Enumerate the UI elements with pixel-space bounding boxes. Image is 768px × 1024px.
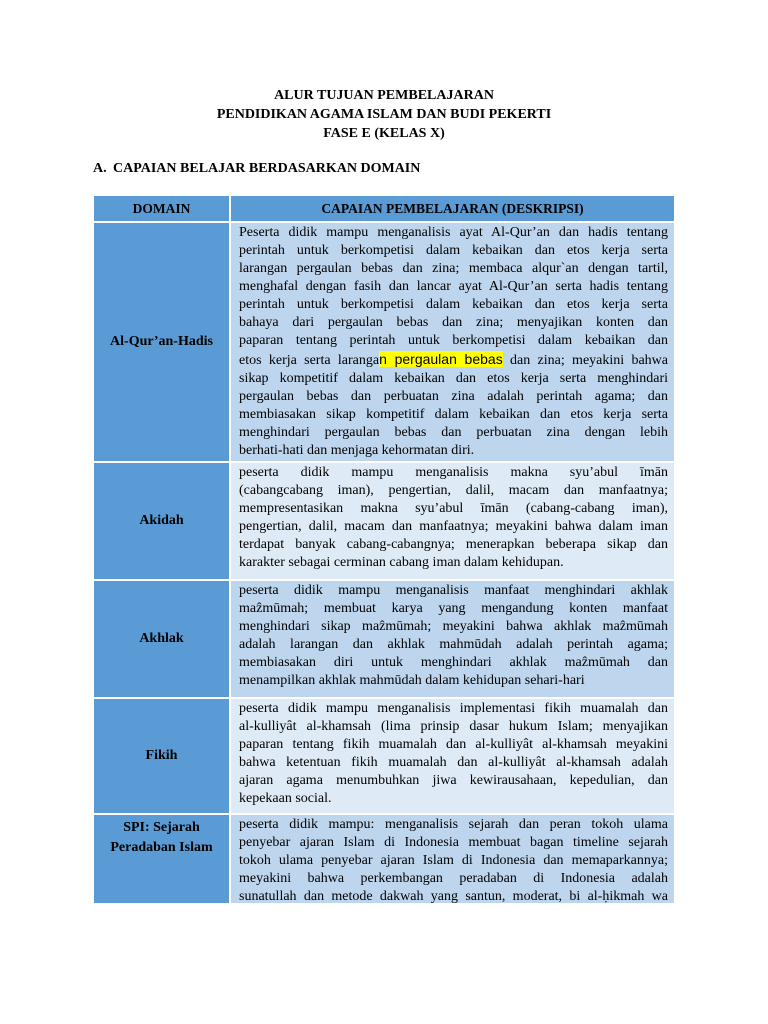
description-line: adalah larangan dan akhlak mahmūdah adalah perintah agama; bbox=[239, 637, 668, 652]
document-title bbox=[0, 86, 768, 143]
description-line: mempresentasikan makna syu’abul īmān (cabang-cabang iman), bbox=[239, 501, 668, 516]
subtitle-line: PENDIDIKAN AGAMA ISLAM DAN BUDI PEKERTI bbox=[216, 107, 552, 122]
domain-label: Akidah bbox=[139, 513, 184, 528]
description-line: peserta didik mampu menganalisis makna syu’abul īmān bbox=[239, 465, 668, 480]
section-marker: A. bbox=[93, 161, 107, 176]
description-line: membiasakan diri untuk menghindari akhlak maẑmūmah dan bbox=[239, 655, 668, 670]
highlighted-text: n pergaulan bebas bbox=[379, 351, 503, 367]
description-line: membiasakan sikap kompetitif dalam kebaikan dan etos kerja serta bbox=[239, 407, 668, 422]
header-description: CAPAIAN PEMBELAJARAN (DESKRIPSI) bbox=[231, 196, 674, 221]
description-line bbox=[239, 350, 668, 370]
domain-label: Akhlak bbox=[139, 631, 184, 646]
text-segment: etos kerja serta laranga bbox=[239, 353, 380, 368]
description-line: menghindari sikap maẑmūmah; meyakini bahwa akhlak maẑmūmah bbox=[239, 619, 668, 634]
description-line: bahaya dari pergaulan bebas dan zina; menyajikan konten dan bbox=[239, 315, 668, 330]
section-heading-text: CAPAIAN BELAJAR BERDASARKAN DOMAIN bbox=[113, 161, 421, 176]
description-line: bahwa ketentuan fikih muamalah dan al-kulliyât al-khamsah adalah bbox=[239, 755, 668, 770]
description-line: perintah untuk berkompetisi dalam kebaikan dan etos kerja serta bbox=[239, 297, 668, 312]
description-line: tokoh ulama penyebar ajaran Islam di Indonesia dan memaparkannya; bbox=[239, 853, 668, 868]
domain-cell bbox=[94, 815, 229, 903]
description-line: (cabangcabang iman), pengertian, dalil, macam dan manfaatnya; bbox=[239, 483, 668, 498]
description-line: peserta didik mampu menganalisis implementasi fikih muamalah dan bbox=[239, 701, 668, 716]
header-domain: DOMAIN bbox=[94, 196, 229, 221]
description-cell bbox=[231, 581, 674, 697]
description-line: paparan tentang fikih muamalah dan al-kulliyât al-khamsah meyakini bbox=[239, 737, 668, 752]
domain-label: Fikih bbox=[145, 748, 178, 763]
description-line: al-kulliyât al-khamsah (lima prinsip dasar hukum Islam; menyajikan bbox=[239, 719, 668, 734]
description-line: larangan pergaulan bebas dan zina; membaca alqur`an dengan tartil, bbox=[239, 261, 668, 276]
description-line: menampilkan akhlak mahmūdah dalam kehidupan sehari-hari bbox=[239, 673, 585, 688]
description-line: menghafal dengan fasih dan lancar ayat Al-Qur’an serta hadis tentang bbox=[239, 279, 668, 294]
domain-label: Al-Qur’an-Hadis bbox=[110, 334, 213, 349]
description-line: peserta didik mampu: menganalisis sejarah dan peran tokoh ulama bbox=[239, 817, 668, 832]
section-heading bbox=[93, 159, 420, 178]
description-line: kepekaan social. bbox=[239, 791, 332, 806]
domain-cell bbox=[94, 581, 229, 697]
domain-label: SPI: Sejarah bbox=[123, 820, 200, 835]
description-cell bbox=[231, 463, 674, 579]
domain-table bbox=[94, 196, 674, 903]
domain-cell bbox=[94, 463, 229, 579]
description-cell bbox=[231, 815, 674, 903]
description-line: meyakini bahwa perkembangan peradaban di Indonesia adalah bbox=[239, 871, 668, 886]
description-cell bbox=[231, 223, 674, 461]
description-line: karakter sebagai cerminan cabang iman dalam kehidupan. bbox=[239, 555, 564, 570]
description-line: maẑmūmah; membuat karya yang mengandung konten manfaat bbox=[239, 601, 668, 616]
description-line: Peserta didik mampu menganalisis ayat Al-Qur’an dan hadis tentang bbox=[239, 225, 668, 240]
description-line: pengertian, dalil, macam dan manfaatnya; meyakini bahwa dalam iman bbox=[239, 519, 668, 534]
phase-line: FASE E (KELAS X) bbox=[323, 126, 445, 141]
domain-label: Peradaban Islam bbox=[110, 840, 213, 855]
domain-cell bbox=[94, 699, 229, 813]
description-line: sunatullah dan metode dakwah yang santun, moderat, bi al-ḥikmah wa bbox=[239, 889, 668, 903]
description-line: terdapat banyak cabang-cabangnya; menerapkan beberapa sikap dan bbox=[239, 537, 668, 552]
domain-cell bbox=[94, 223, 229, 461]
description-line: peserta didik mampu menganalisis manfaat menghindari akhlak bbox=[239, 583, 668, 598]
description-line: perintah untuk berkompetisi dalam kebaikan dan etos kerja serta bbox=[239, 243, 668, 258]
description-cell bbox=[231, 699, 674, 813]
title-line: ALUR TUJUAN PEMBELAJARAN bbox=[274, 88, 494, 103]
text-segment: dan zina; meyakini bahwa bbox=[502, 353, 668, 368]
description-line: ajaran agama menumbuhkan jiwa kewirausahaan, kepedulian, dan bbox=[239, 773, 668, 788]
description-line: sikap kompetitif dalam kebaikan dan etos kerja serta menghindari bbox=[239, 371, 668, 386]
description-line: pergaulan bebas dan perbuatan zina adalah perintah agama; dan bbox=[239, 389, 668, 404]
description-line: paparan tentang perintah untuk berkompetisi dalam kebaikan dan bbox=[239, 333, 668, 348]
description-line: menghindari pergaulan bebas dan perbuatan zina dengan lebih bbox=[239, 425, 668, 440]
description-line: penyebar ajaran Islam di Indonesia membuat bagan timeline sejarah bbox=[239, 835, 668, 850]
description-line: berhati-hati dan menjaga kehormatan diri. bbox=[239, 443, 475, 458]
